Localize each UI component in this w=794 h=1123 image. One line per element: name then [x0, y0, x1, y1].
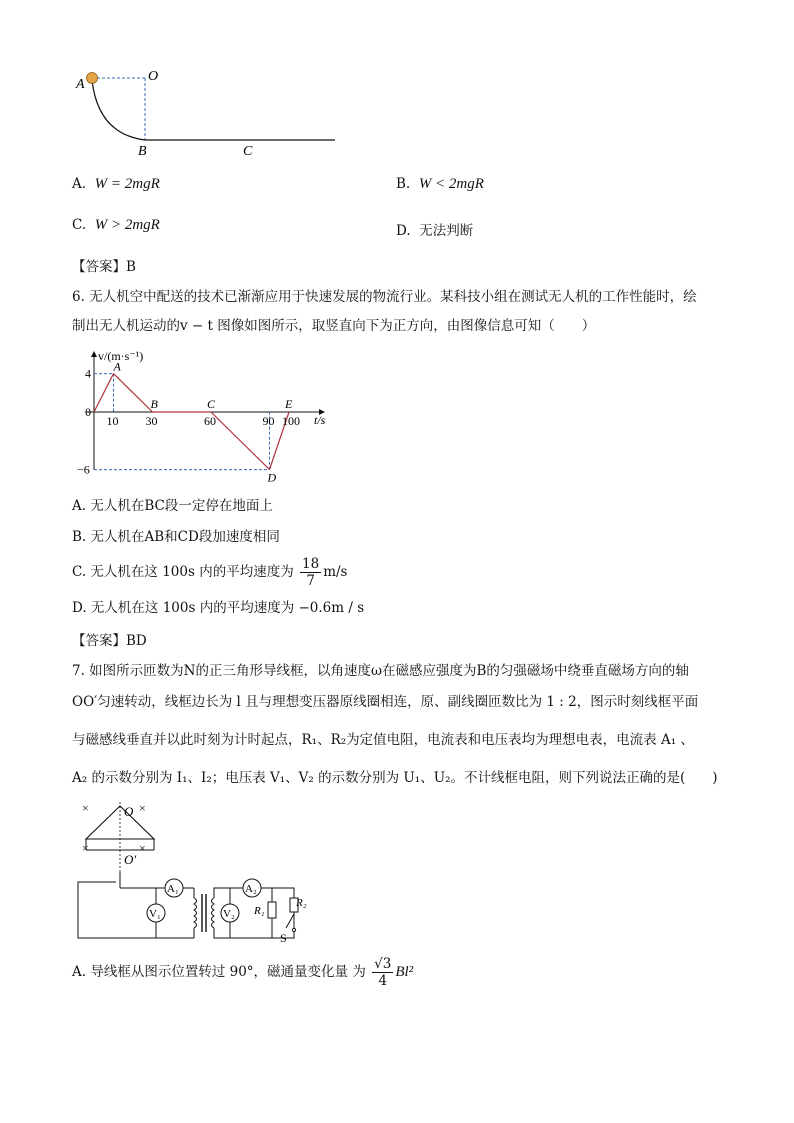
x-tick-label: 30 [145, 414, 158, 428]
q5-option-d: D. 无法判断 [396, 223, 474, 239]
q5-option-a: A. W = 2mgR [72, 176, 160, 192]
svg-text:S: S [280, 931, 287, 945]
point-label-d: D [267, 470, 277, 485]
fraction-sqrt3-4: $\frac{√3}{4}$ [374, 956, 392, 989]
y-axis-label: v/(m·s⁻¹) [98, 349, 144, 363]
q6-option-b: B. 无人机在AB和CD段加速度相同 [72, 529, 280, 545]
label-B: B [138, 144, 147, 159]
x-tick-label: 90 [262, 414, 275, 428]
svg-text:R₂: R₂ [296, 897, 307, 909]
svg-text:×: × [139, 841, 146, 855]
label-A: A [76, 77, 85, 92]
label-C: C [243, 144, 253, 159]
series-segment [211, 412, 270, 470]
svg-text:A₁: A₁ [167, 883, 179, 895]
vt-chart [72, 346, 342, 485]
svg-text:O: O [124, 804, 134, 819]
q7-stem-line3: 与磁感线垂直并以此时刻为计时起点，R₁、R₂为定值电阻，电流表和电压表均为理想电表，电流表 A₁ 、 [72, 732, 694, 748]
q6-option-a: A. 无人机在BC段一定停在地面上 [72, 498, 273, 514]
svg-text:V₁: V₁ [149, 908, 161, 920]
svg-text:A₂: A₂ [245, 883, 257, 895]
fraction-18-7: $\frac{18}{7}$ [302, 556, 320, 589]
q6-option-d: D. 无人机在这 100s 内的平均速度为 −0.6m / s [72, 600, 365, 616]
q5-answer: 【答案】B [72, 259, 136, 275]
svg-text:×: × [82, 801, 89, 815]
q6-stem-line1: 6. 无人机空中配送的技术已渐渐应用于快速发展的物流行业。某科技小组在测试无人机的工作性能时，绘 [72, 289, 697, 305]
point-label-b: B [150, 397, 158, 411]
q6-option-c: C. 无人机在这 100s 内的平均速度为 $\frac{18}{7}$ m/s [72, 556, 348, 589]
svg-text:R₁: R₁ [254, 905, 265, 917]
x-tick-label: 100 [282, 414, 300, 428]
q7-stem-line1: 7. 如图所示匝数为N的正三角形导线框，以角速度ω在磁感应强度为B的匀强磁场中绕垂直磁场方向的轴 [72, 663, 689, 679]
svg-text:×: × [139, 801, 146, 815]
q7-stem-line2: OO′匀速转动，线框边长为 l 且与理想变压器原线圈相连，原、副线圈匝数比为 1 : 2，图示时刻线框平面 [72, 694, 699, 710]
y-tick-label: −6 [77, 462, 90, 477]
x-tick-label: 60 [204, 414, 216, 428]
x-tick-label: 10 [106, 414, 119, 428]
svg-text:×: × [82, 841, 89, 855]
q5-option-b: B. W < 2mgR [396, 176, 484, 192]
q5-figure [70, 62, 350, 162]
svg-text:O′: O′ [124, 852, 137, 867]
point-label-e: E [285, 397, 293, 411]
q7-option-a: A. 导线框从图示位置转过 90°，磁通量变化量 为 $\frac{√3}{4}$ Bl² [72, 956, 414, 989]
y-tick-label: 4 [85, 366, 91, 381]
series-segment [94, 374, 114, 412]
y-tick-label: 0 [85, 405, 91, 419]
x-axis-label: t/s [314, 413, 326, 427]
point-label-c: C [207, 397, 216, 411]
q7-circuit [72, 802, 312, 944]
point-label-a: A [113, 359, 121, 374]
label-O: O [148, 69, 159, 84]
ball [87, 73, 98, 84]
q6-answer: 【答案】BD [72, 633, 147, 649]
series-segment [114, 374, 153, 412]
q5-option-c: C. W > 2mgR [72, 217, 160, 233]
q7-stem-line4: A₂ 的示数分别为 I₁、I₂；电压表 V₁、V₂ 的示数分别为 U₁、U₂。不计线框电阻，则下列说法正确的是( ) [72, 770, 718, 786]
q6-stem-line2: 制出无人机运动的v − t 图像如图所示，取竖直向下为正方向，由图像信息可知（ ） [72, 318, 596, 334]
svg-text:V₂: V₂ [223, 908, 235, 920]
